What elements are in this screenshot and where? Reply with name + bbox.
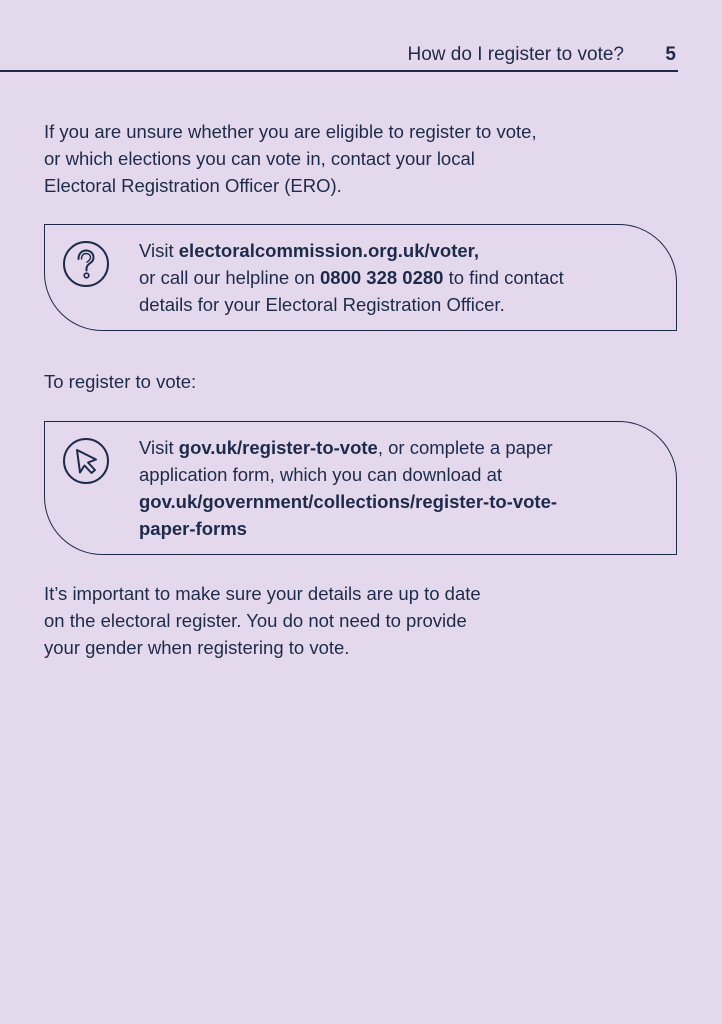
paper-forms-link-continued[interactable]: paper-forms: [139, 518, 247, 539]
cursor-pointer-icon: [62, 437, 110, 485]
contact-info-text: Visit electoralcommission.org.uk/voter, or call our helpline on 0800 328 0280 to find contact details for your Electoral Registration Officer.: [139, 240, 564, 315]
helpline-phone-number[interactable]: 0800 328 0280: [320, 267, 444, 288]
question-mark-icon: [62, 240, 110, 288]
closing-line: It’s important to make sure your details are up to date: [44, 583, 481, 604]
intro-line: If you are unsure whether you are eligible to register to vote,: [44, 121, 537, 142]
section-title: How do I register to vote?: [407, 44, 624, 65]
intro-line: or which elections you can vote in, contact your local: [44, 148, 475, 169]
paper-forms-link[interactable]: gov.uk/government/collections/register-to-vote-: [139, 491, 558, 512]
register-info-text: Visit gov.uk/register-to-vote, or complete a paper application form, which you can download at gov.uk/government/collections/register-to-vote- paper-forms: [139, 434, 659, 542]
header-divider: [0, 70, 678, 72]
register-to-vote-link[interactable]: gov.uk/register-to-vote: [178, 437, 378, 458]
page-number: 5: [665, 44, 676, 65]
closing-paragraph: [44, 580, 664, 661]
register-info-box: [44, 421, 677, 555]
closing-line: your gender when registering to vote.: [44, 637, 350, 658]
contact-info-box: [44, 224, 677, 331]
electoral-commission-link[interactable]: electoralcommission.org.uk/voter,: [178, 240, 479, 261]
intro-paragraph: [44, 118, 664, 199]
register-heading: To register to vote:: [44, 371, 197, 392]
intro-line: Electoral Registration Officer (ERO).: [44, 175, 342, 196]
closing-line: on the electoral register. You do not need to provide: [44, 610, 467, 631]
